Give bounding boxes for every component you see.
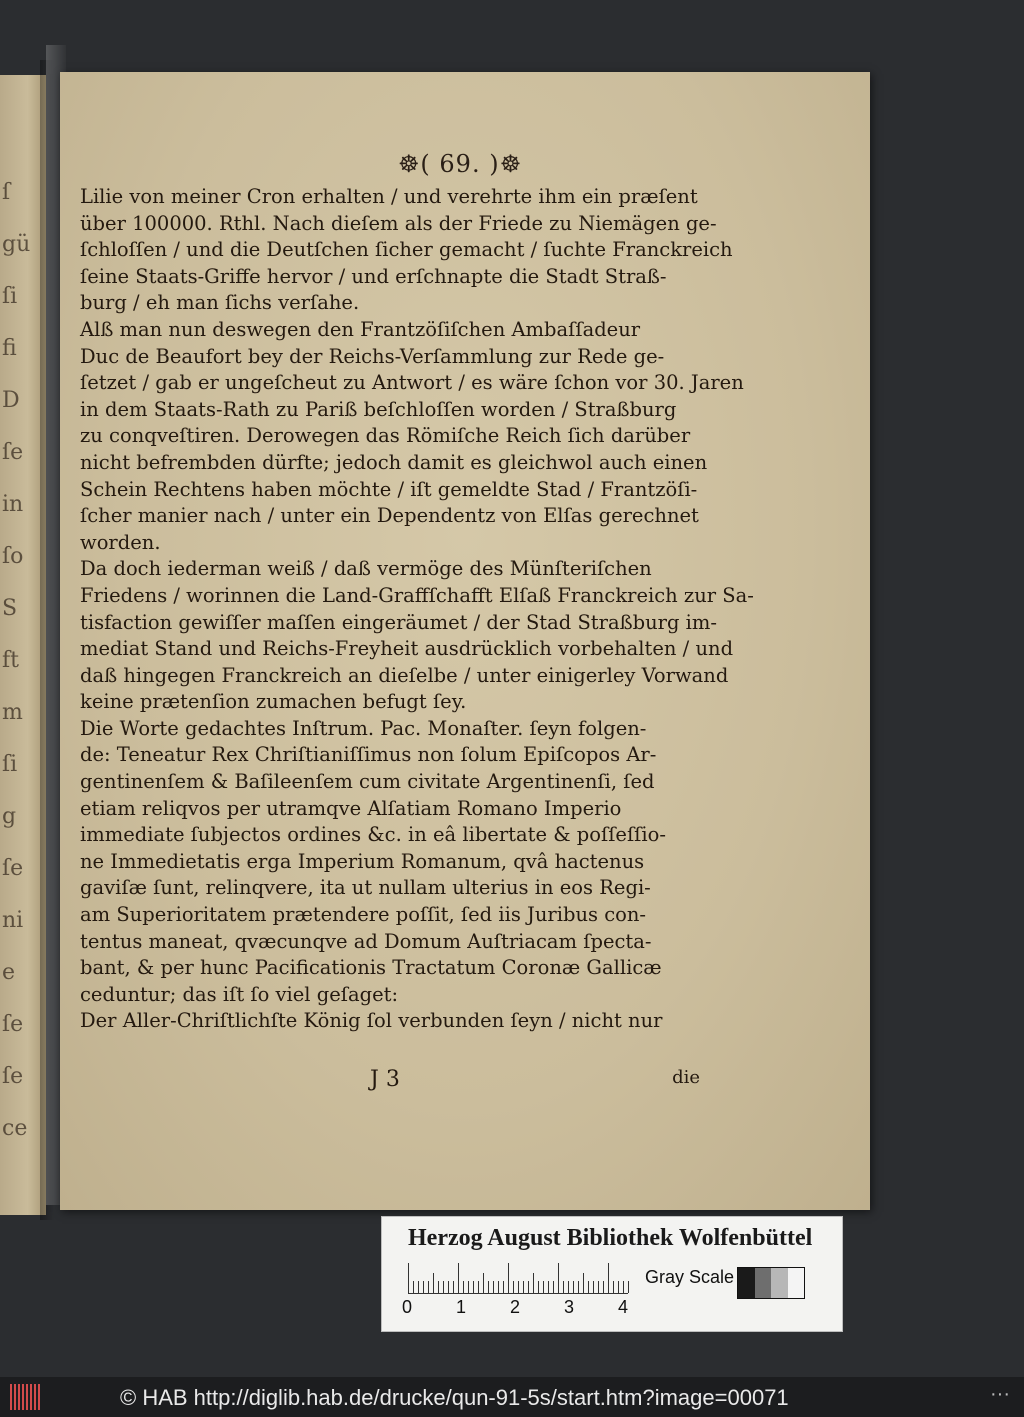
ruler-tick [488,1281,489,1293]
ruler-tick [553,1281,554,1293]
text-line: gaviſæ ſunt, relinqvere, ita ut nullam ulterius in eos Regi- [80,876,651,900]
gray-scale-label: Gray Scale [645,1267,735,1287]
ruler-number: 2 [510,1297,521,1317]
ruler-tick [573,1281,574,1293]
ruler-tick [473,1281,474,1293]
ruler-tick [448,1281,449,1293]
ruler-tick [493,1281,494,1293]
text-line: tentus maneat, qvæcunqve ad Domum Auſtriacam ſpecta- [80,929,652,953]
ruler-number: 0 [402,1297,413,1317]
ruler-tick [408,1263,409,1293]
ruler-tick [463,1281,464,1293]
text-line: ſchloſſen / und die Deutſchen ſicher gemacht / ſuchte Franckreich [80,238,733,262]
ruler-tick [583,1273,584,1293]
ruler-tick [413,1281,414,1293]
text-line: nicht befrembden dürfte; jedoch damit es gleichwol auch einen [80,450,708,474]
text-line: Duc de Beaufort bey der Reichs-Verſammlung zur Rede ge- [80,344,665,368]
text-line: am Superioritatem prætendere poſſit, ſed iis Juribus con- [80,903,647,927]
hab-logo-icon [10,1384,44,1410]
gray-swatch-cell [771,1268,788,1298]
ruler-tick [593,1281,594,1293]
library-title: Herzog August Bibliothek Wolfenbüttel [408,1225,813,1251]
text-line: in dem Staats-Rath zu Pariß beſchloſſen worden / Straßburg [80,397,677,421]
ruler-tick [513,1281,514,1293]
ruler-tick [603,1281,604,1293]
text-line: ſcher manier nach / unter ein Dependentz von Elſas gerechnet [80,504,699,528]
facing-page-fragment: ſe [2,1012,24,1037]
ruler-tick [423,1281,424,1293]
ruler-tick [598,1281,599,1293]
text-line: Der Aller-Chriſtlichſte König ſol verbunden ſeyn / nicht nur [80,1009,663,1033]
text-line: Schein Rechtens haben möchte / iſt gemeldte Stad / Frantzöſi- [80,477,698,501]
ruler-tick [508,1263,509,1293]
gray-swatch-cell [755,1268,772,1298]
ruler-tick [468,1281,469,1293]
ruler-tick [503,1281,504,1293]
ruler-tick [588,1281,589,1293]
facing-page-fragment: ſi [2,752,18,777]
facing-page-fragment: g [2,804,17,829]
text-line: burg / eh man ſichs verſahe. [80,291,360,315]
facing-page-fragment: e [2,960,16,985]
ruler-tick [443,1281,444,1293]
ruler-tick [538,1281,539,1293]
text-line: Da doch iederman weiß / daß vermöge des Münſteriſchen [80,557,652,581]
facing-page-fragment: m [2,700,23,725]
facing-page-fragment: in [2,492,24,517]
page-footer [80,1067,700,1097]
ruler-tick [548,1281,549,1293]
ruler-tick [453,1281,454,1293]
ruler-numbers [402,1297,642,1321]
page-text [80,184,754,1035]
gray-swatch-cell [738,1268,755,1298]
text-line: Friedens / worinnen die Land-Graffſchafft Elſaß Franckreich zur Sa- [80,583,754,607]
signature-mark: J 3 [370,1067,400,1092]
ruler-tick [623,1281,624,1293]
facing-page-fragment: ſe [2,440,24,465]
text-line: etiam reliqvos per utramqve Alſatiam Romano Imperio [80,796,622,820]
ruler-tick [578,1281,579,1293]
ruler-tick [533,1273,534,1293]
text-line: daß hingegen Franckreich an dieſelbe / unter einigerley Vorwand [80,663,729,687]
text-line: mediat Stand und Reichs-Freyheit ausdrücklich vorbehalten / und [80,637,734,661]
facing-page-fragment: ce [2,1116,28,1141]
facing-page-fragment: ft [2,648,19,673]
ruler-tick [478,1281,479,1293]
text-line: de: Teneatur Rex Chriſtianiſſimus non ſolum Epiſcopos Ar- [80,743,657,767]
facing-page-fragment: fi [2,336,17,361]
ruler-tick [428,1281,429,1293]
viewer-bottom-bar [0,1377,1024,1417]
text-line: Die Worte gedachtes Inſtrum. Pac. Monaſter. ſeyn folgen- [80,716,647,740]
gray-swatch-cell [788,1268,805,1298]
text-line: Alß man nun deswegen den Frantzöſiſchen Ambaſſadeur [80,317,641,341]
ruler-tick [543,1281,544,1293]
text-line: zu conqveſtiren. Derowegen das Römiſche Reich ſich darüber [80,424,691,448]
facing-page-fragment: ſe [2,1064,24,1089]
ruler-tick [523,1281,524,1293]
ruler-tick [438,1281,439,1293]
text-line: gentinenſem & Baſileenſem cum civitate Argentinenſi, ſed [80,770,655,794]
ruler-tick [528,1281,529,1293]
text-line: tisfaction gewiſſer maſſen eingeräumet / der Stad Straßburg im- [80,610,717,634]
ruler-tick [613,1281,614,1293]
ruler-tick [458,1263,459,1293]
ruler-number: 3 [564,1297,575,1317]
ruler-tick [568,1281,569,1293]
ruler-tick [608,1263,609,1293]
text-line: bant, & per hunc Pacificationis Tractatum Coronæ Gallicæ [80,956,662,980]
library-color-scale-label [381,1216,843,1332]
copyright-link[interactable]: © HAB http://diglib.hab.de/drucke/qun-91-5s/start.htm?image=00071 [120,1385,789,1410]
facing-page-fragment: ſe [2,856,24,881]
facing-page-fragment: ſo [2,544,24,569]
text-line: über 100000. Rthl. Nach dieſem als der Friede zu Niemägen ge- [80,211,717,235]
facing-page-fragment: ſi [2,284,18,309]
ruler [408,1263,628,1294]
ruler-tick [558,1263,559,1293]
text-line: ceduntur; das iſt ſo viel geſaget: [80,982,399,1006]
more-options-icon[interactable]: ··· [990,1383,1010,1405]
text-line: worden. [80,530,161,554]
text-line: immediate ſubjectos ordines &c. in eâ libertate & poſſeſſio- [80,823,666,847]
catchword: die [672,1067,700,1088]
ruler-tick [483,1273,484,1293]
ruler-tick [618,1281,619,1293]
ruler-tick [498,1281,499,1293]
ruler-number: 1 [456,1297,467,1317]
ruler-tick [628,1281,629,1293]
ruler-tick [518,1281,519,1293]
text-line: Lilie von meiner Cron erhalten / und verehrte ihm ein præſent [80,185,698,208]
facing-page-fragment: ni [2,908,24,933]
gray-scale-swatch [737,1267,805,1299]
ruler-tick [433,1273,434,1293]
facing-page-fragment: S [2,596,18,621]
text-line: keine prætenſion zumachen befugt ſey. [80,690,467,714]
ruler-tick [418,1281,419,1293]
facing-page-fragment: gü [2,232,31,257]
facing-page-fragment: D [2,388,20,413]
page-header: ☸( 69. )☸ [397,150,523,178]
book-page [60,72,870,1210]
ruler-number: 4 [618,1297,629,1317]
text-line: ſetzet / gab er ungeſcheut zu Antwort / es wäre ſchon vor 30. Jaren [80,371,744,395]
text-line: ne Immedietatis erga Imperium Romanum, qvâ hactenus [80,849,645,873]
ruler-tick [563,1281,564,1293]
text-line: ſeine Staats-Griffe hervor / und erſchnapte die Stadt Straß- [80,264,667,288]
facing-page-fragment: ſ [2,180,11,205]
